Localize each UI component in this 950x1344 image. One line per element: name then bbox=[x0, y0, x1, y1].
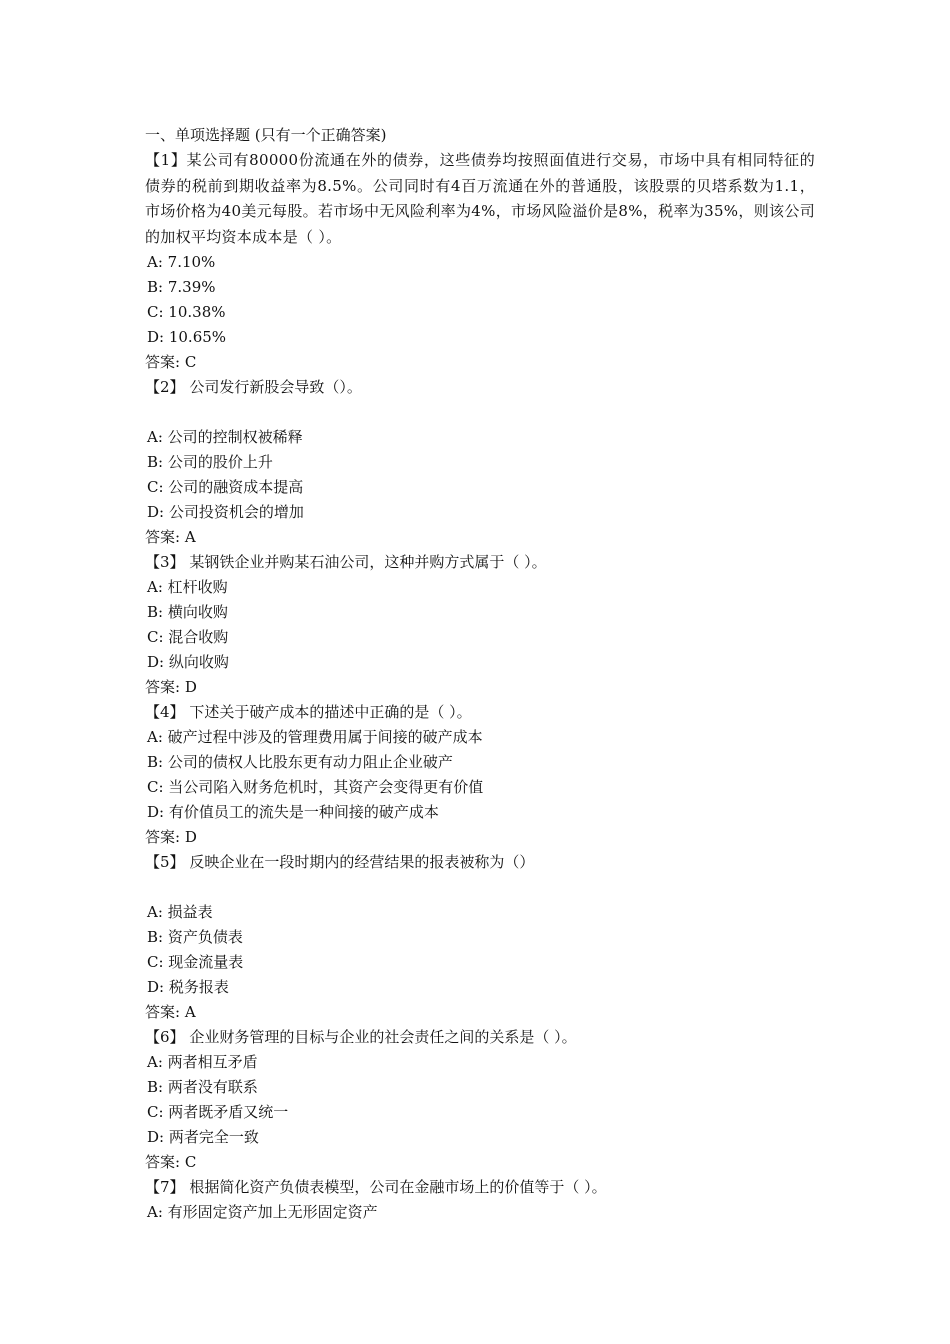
question-stem: 下述关于破产成本的描述中正确的是（ ）。 bbox=[184, 703, 472, 721]
question-number: 【2】 bbox=[145, 378, 185, 396]
option-b: B: 公司的股价上升 bbox=[147, 453, 273, 471]
question-number: 【4】 bbox=[145, 703, 185, 721]
question-text bbox=[145, 550, 815, 575]
document-body bbox=[145, 123, 815, 1225]
option-a: A: 7.10% bbox=[147, 253, 216, 271]
option-d: D: 纵向收购 bbox=[147, 653, 229, 671]
option-b: B: 7.39% bbox=[147, 278, 216, 296]
option-a: A: 损益表 bbox=[147, 903, 213, 921]
spacer bbox=[145, 400, 815, 425]
option-c: C: 混合收购 bbox=[147, 628, 229, 646]
question-text bbox=[145, 375, 815, 400]
question-number: 【1】 bbox=[145, 151, 187, 169]
question-7 bbox=[145, 1175, 815, 1225]
section-title: 一、单项选择题 (只有一个正确答案) bbox=[145, 126, 387, 144]
option-a: A: 有形固定资产加上无形固定资产 bbox=[147, 1203, 378, 1221]
question-6 bbox=[145, 1025, 815, 1175]
question-stem: 企业财务管理的目标与企业的社会责任之间的关系是（ ）。 bbox=[184, 1028, 577, 1046]
option-c: C: 两者既矛盾又统一 bbox=[147, 1103, 289, 1121]
option-b: B: 资产负债表 bbox=[147, 928, 243, 946]
question-5 bbox=[145, 850, 815, 1025]
option-b: B: 两者没有联系 bbox=[147, 1078, 258, 1096]
option-d: D: 公司投资机会的增加 bbox=[147, 503, 304, 521]
option-c: C: 当公司陷入财务危机时，其资产会变得更有价值 bbox=[147, 778, 484, 796]
question-text bbox=[145, 148, 815, 250]
option-d: D: 税务报表 bbox=[147, 978, 229, 996]
option-a: A: 杠杆收购 bbox=[147, 578, 228, 596]
option-c: C: 现金流量表 bbox=[147, 953, 244, 971]
answer: 答案: D bbox=[145, 828, 197, 846]
option-a: A: 两者相互矛盾 bbox=[147, 1053, 258, 1071]
option-c: C: 公司的融资成本提高 bbox=[147, 478, 304, 496]
option-b: B: 公司的债权人比股东更有动力阻止企业破产 bbox=[147, 753, 453, 771]
answer: 答案: C bbox=[145, 1153, 197, 1171]
option-d: D: 10.65% bbox=[147, 328, 227, 346]
option-b: B: 横向收购 bbox=[147, 603, 228, 621]
question-number: 【3】 bbox=[145, 553, 185, 571]
option-c: C: 10.38% bbox=[147, 303, 226, 321]
question-stem: 某钢铁企业并购某石油公司，这种并购方式属于（ ）。 bbox=[184, 553, 547, 571]
question-number: 【6】 bbox=[145, 1028, 185, 1046]
question-text bbox=[145, 1175, 815, 1200]
question-text bbox=[145, 700, 815, 725]
question-text bbox=[145, 1025, 815, 1050]
answer: 答案: C bbox=[145, 353, 197, 371]
answer: 答案: D bbox=[145, 678, 197, 696]
question-3 bbox=[145, 550, 815, 700]
option-d: D: 有价值员工的流失是一种间接的破产成本 bbox=[147, 803, 439, 821]
option-d: D: 两者完全一致 bbox=[147, 1128, 259, 1146]
question-stem: 某公司有80000份流通在外的债券，这些债券均按照面值进行交易，市场中具有相同特征的债券的税前到期收益率为8.5%。公司同时有4百万流通在外的普通股，该股票的贝塔系数为1.1，市场价格为40美元每股。若市场中无风险利率为4%，市场风险溢价是8%，税率为35%，则该公司的加权平均资本成本是（ ）。 bbox=[145, 151, 815, 246]
question-number: 【7】 bbox=[145, 1178, 185, 1196]
question-text bbox=[145, 850, 815, 875]
answer: 答案: A bbox=[145, 1003, 196, 1021]
question-4 bbox=[145, 700, 815, 850]
option-a: A: 公司的控制权被稀释 bbox=[147, 428, 303, 446]
option-a: A: 破产过程中涉及的管理费用属于间接的破产成本 bbox=[147, 728, 483, 746]
question-stem: 公司发行新股会导致（）。 bbox=[184, 378, 362, 396]
question-2 bbox=[145, 375, 815, 550]
spacer bbox=[145, 875, 815, 900]
question-stem: 根据简化资产负债表模型，公司在金融市场上的价值等于（ ）。 bbox=[184, 1178, 607, 1196]
question-number: 【5】 bbox=[145, 853, 185, 871]
question-1 bbox=[145, 148, 815, 375]
answer: 答案: A bbox=[145, 528, 196, 546]
question-stem: 反映企业在一段时期内的经营结果的报表被称为（） bbox=[184, 853, 535, 871]
